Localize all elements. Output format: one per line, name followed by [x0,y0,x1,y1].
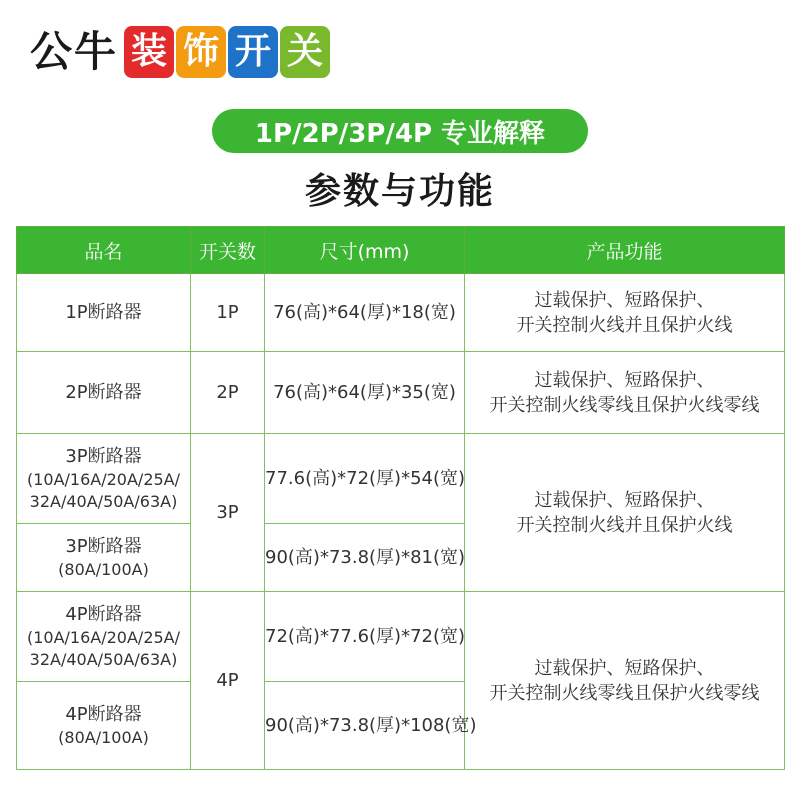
page-title: 参数与功能 [304,171,495,212]
cell-size: 76(高)*64(厚)*18(宽) [265,274,465,352]
cell-poles: 3P [191,434,265,592]
cell-size: 72(高)*77.6(厚)*72(宽) [265,592,465,682]
breaker-spec: (10A/16A/20A/25A/ [26,628,181,647]
table-row [17,592,785,682]
function-line: 过载保护、短路保护、 [534,657,715,679]
function-line: 过载保护、短路保护、 [534,289,715,311]
header-poles: 开关数 [191,227,265,274]
cell-function [465,274,785,352]
breaker-name: 4P断路器 [65,604,142,625]
breaker-spec: 32A/40A/50A/63A) [29,492,178,511]
brand-tile-2: 饰 [176,26,226,78]
cell-function [465,352,785,434]
function-line: 过载保护、短路保护、 [534,369,715,391]
breaker-name: 3P断路器 [65,446,142,467]
table-row [17,352,785,434]
function-line: 开关控制火线零线且保护火线零线 [489,394,760,416]
cell-name [17,592,191,682]
breaker-spec: (80A/100A) [58,560,149,579]
cell-size: 77.6(高)*72(厚)*54(宽) [265,434,465,524]
function-line: 开关控制火线并且保护火线 [516,514,733,536]
breaker-spec: (10A/16A/20A/25A/ [26,470,181,489]
spec-table [16,226,785,770]
function-line: 过载保护、短路保护、 [534,489,715,511]
brand-logo [30,24,332,80]
cell-name: 2P断路器 [17,352,191,434]
breaker-name: 4P断路器 [65,704,142,725]
cell-size: 90(高)*73.8(厚)*108(宽) [265,682,465,770]
function-line: 开关控制火线并且保护火线 [516,314,733,336]
breaker-spec: 32A/40A/50A/63A) [29,650,178,669]
breaker-spec: (80A/100A) [58,728,149,747]
brand-tile-4: 关 [280,26,330,78]
brand-tile-3: 开 [228,26,278,78]
cell-poles: 1P [191,274,265,352]
cell-size: 90(高)*73.8(厚)*81(宽) [265,524,465,592]
table-row [17,434,785,524]
subtitle-pill: 1P/2P/3P/4P 专业解释 [212,109,588,153]
cell-name [17,434,191,524]
brand-name: 公牛 [30,27,119,76]
function-line: 开关控制火线零线且保护火线零线 [489,682,760,704]
table-header-row [17,227,785,274]
cell-poles: 4P [191,592,265,770]
cell-name [17,682,191,770]
breaker-name: 3P断路器 [65,536,142,557]
table-row [17,274,785,352]
header-size: 尺寸(mm) [265,227,465,274]
cell-name [17,524,191,592]
cell-name: 1P断路器 [17,274,191,352]
cell-function [465,592,785,770]
brand-tile-1: 装 [124,26,174,78]
cell-poles: 2P [191,352,265,434]
header-function: 产品功能 [465,227,785,274]
cell-function [465,434,785,592]
cell-size: 76(高)*64(厚)*35(宽) [265,352,465,434]
header-name: 品名 [17,227,191,274]
